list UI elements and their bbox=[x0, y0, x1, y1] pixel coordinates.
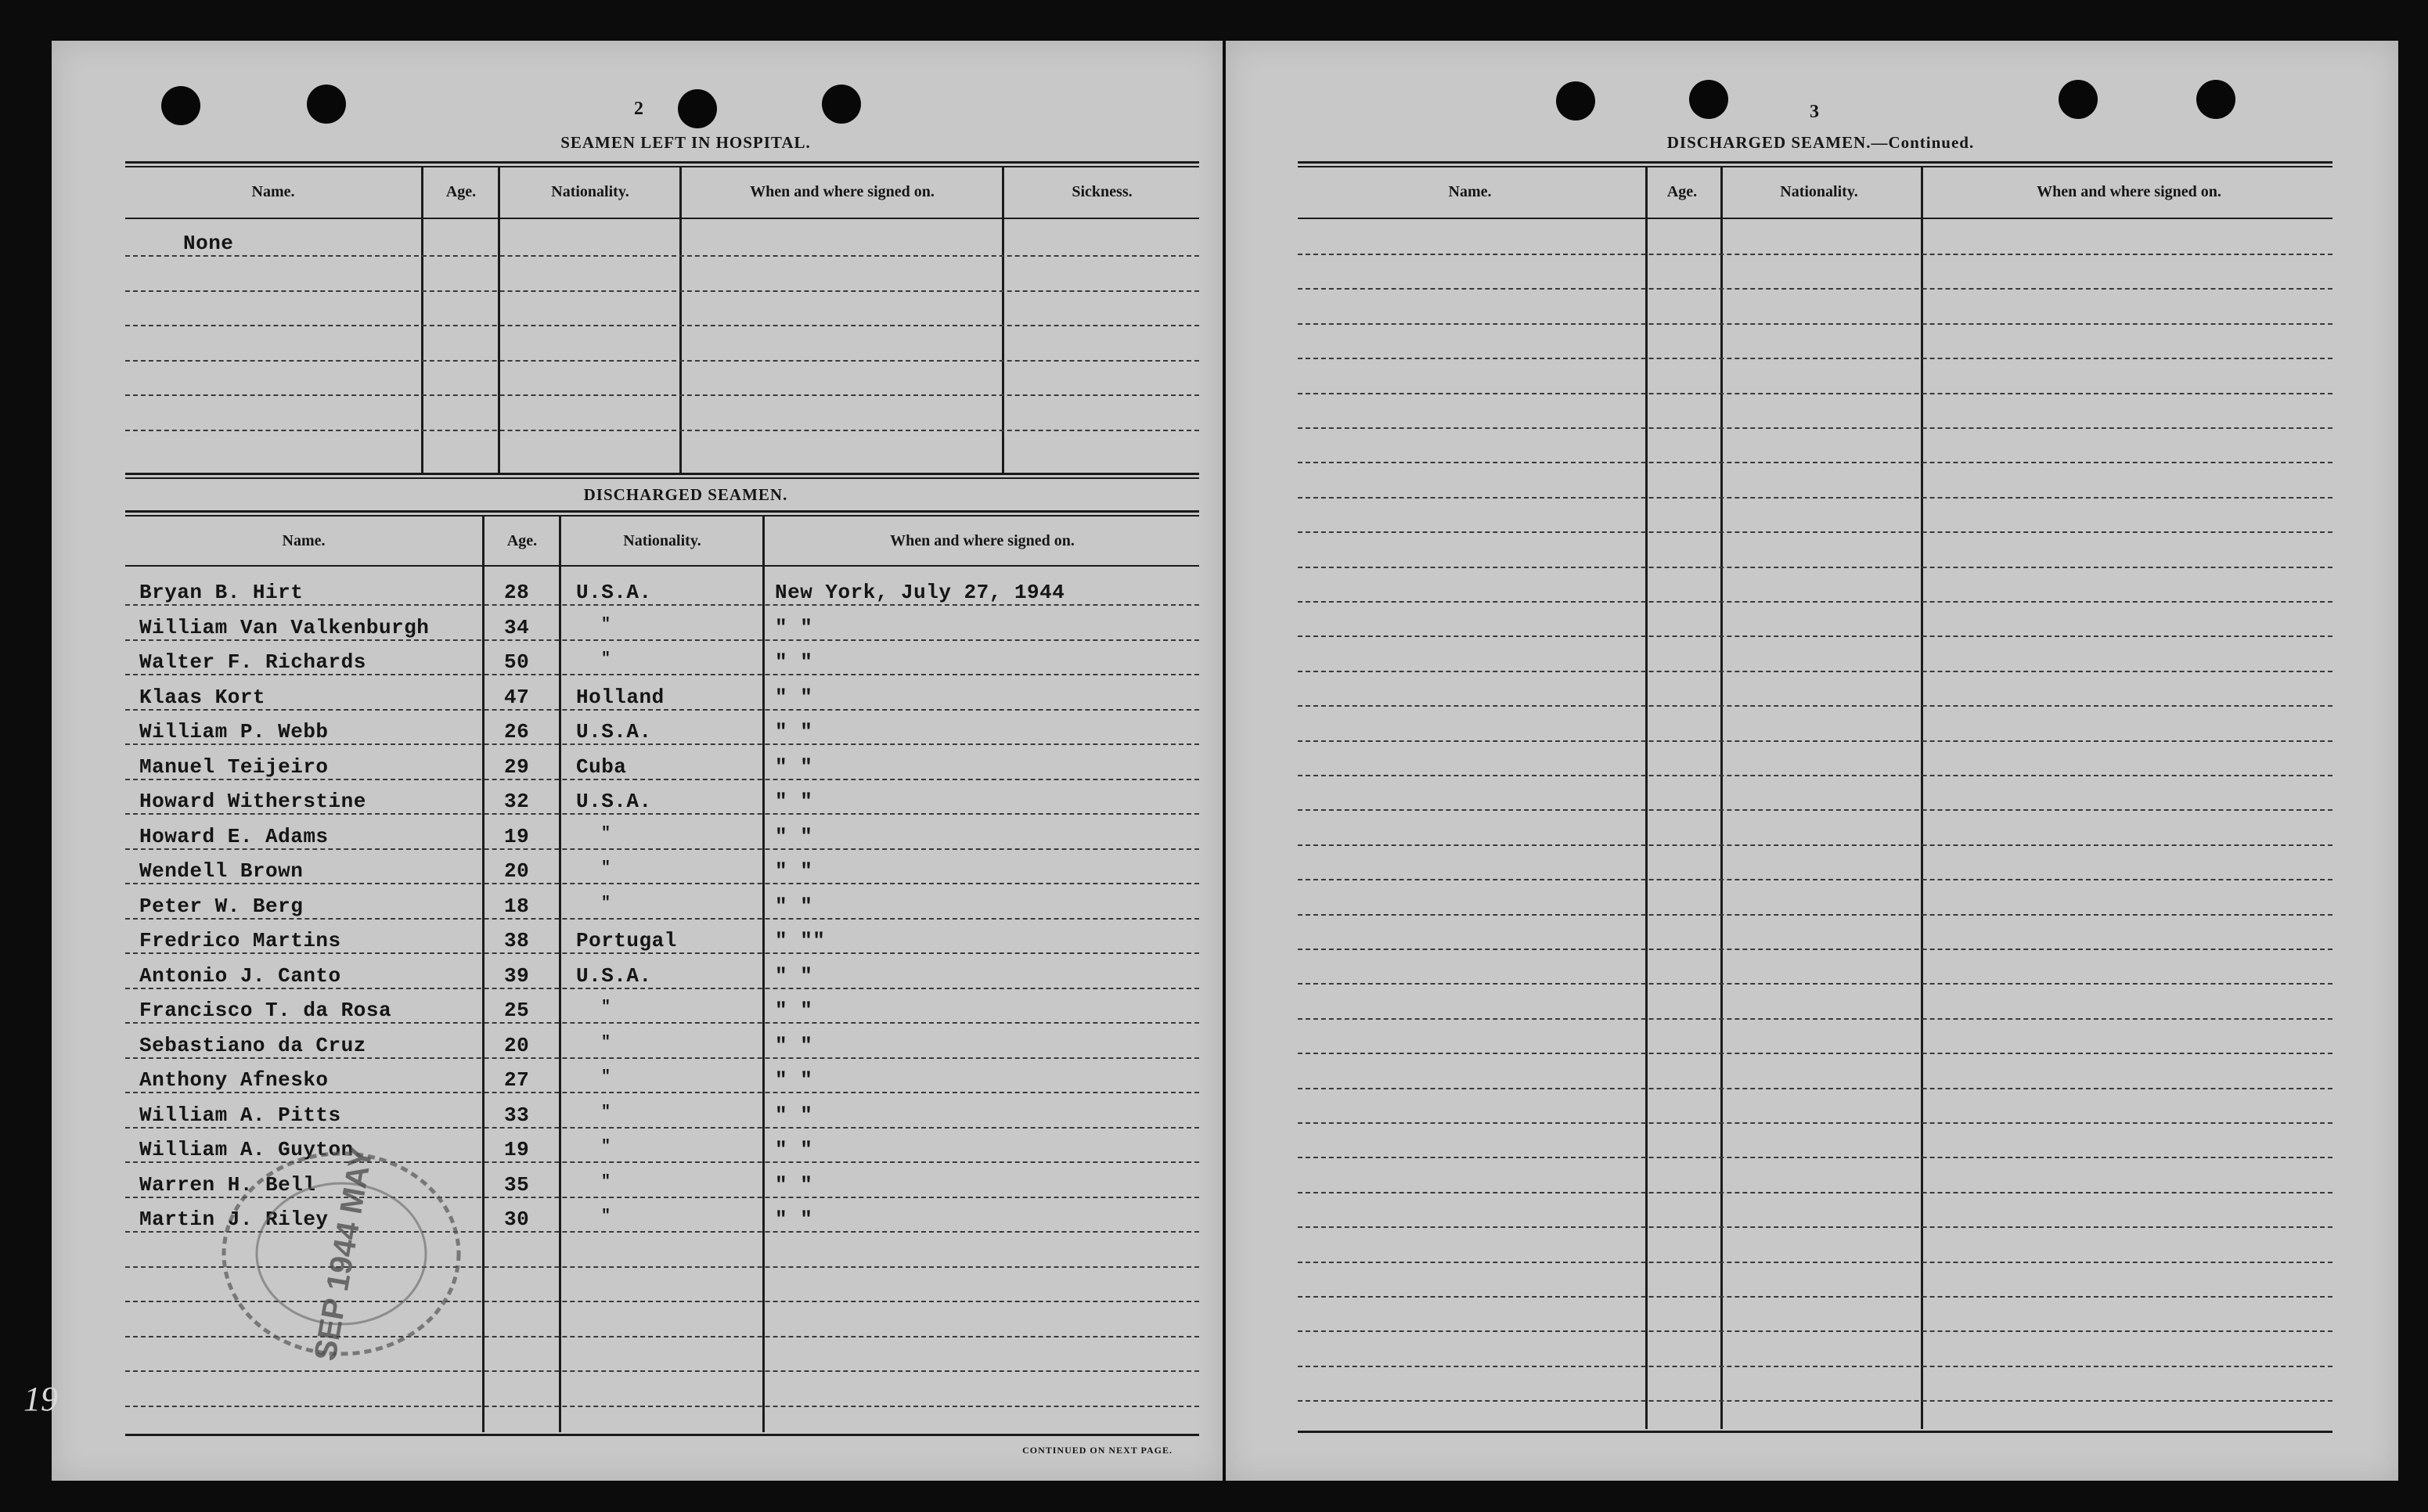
seaman-signed-on: " " bbox=[775, 754, 813, 779]
row-line bbox=[1298, 949, 2333, 950]
seaman-name: Howard Witherstine bbox=[139, 790, 366, 813]
seaman-name: William A. Pitts bbox=[139, 1103, 341, 1127]
binder-hole bbox=[1556, 81, 1595, 121]
row-line bbox=[125, 604, 1199, 606]
seaman-signed-on: " " bbox=[775, 999, 813, 1022]
seaman-nationality: " bbox=[601, 1208, 611, 1226]
seaman-name: William Van Valkenburgh bbox=[139, 615, 430, 639]
page-number: 3 bbox=[1810, 102, 1819, 122]
row-line bbox=[1298, 358, 2333, 359]
row-line bbox=[1298, 1018, 2333, 1020]
row-line bbox=[1298, 1262, 2333, 1263]
row-line bbox=[1298, 1192, 2333, 1193]
row-line bbox=[1298, 1400, 2333, 1402]
seaman-name: Bryan B. Hirt bbox=[139, 581, 304, 604]
seaman-age: 28 bbox=[504, 581, 530, 604]
discharged-section-title: DISCHARGED SEAMEN. bbox=[583, 485, 788, 504]
col-header-signed-on: When and where signed on. bbox=[750, 183, 935, 200]
seaman-nationality: " bbox=[601, 1138, 611, 1156]
row-line bbox=[1298, 983, 2333, 985]
table-bottom-rule bbox=[125, 1434, 1199, 1436]
row-line bbox=[1298, 809, 2333, 811]
row-line bbox=[1298, 635, 2333, 637]
row-line bbox=[1298, 879, 2333, 880]
seaman-signed-on: " " bbox=[775, 963, 813, 988]
row-line bbox=[1298, 1296, 2333, 1298]
col-header-age: Age. bbox=[1666, 183, 1698, 200]
header-rule bbox=[1298, 218, 2333, 219]
continued-note: CONTINUED ON NEXT PAGE. bbox=[1022, 1445, 1173, 1456]
row-line bbox=[1298, 288, 2333, 290]
row-line bbox=[1298, 1122, 2333, 1124]
hospital-entry: None bbox=[183, 232, 234, 255]
seaman-nationality: " bbox=[601, 824, 611, 843]
row-line bbox=[1298, 254, 2333, 255]
row-line bbox=[125, 883, 1199, 884]
binder-hole bbox=[2059, 80, 2098, 119]
seaman-nationality: U.S.A. bbox=[576, 963, 652, 988]
row-line bbox=[125, 639, 1199, 641]
column-divider bbox=[762, 517, 765, 1432]
seaman-nationality: Cuba bbox=[576, 754, 627, 779]
row-line bbox=[1298, 740, 2333, 742]
row-line bbox=[1298, 914, 2333, 916]
seaman-name: Sebastiano da Cruz bbox=[139, 1033, 366, 1057]
row-line bbox=[125, 1406, 1199, 1407]
seaman-name: Antonio J. Canto bbox=[139, 963, 341, 988]
column-divider bbox=[498, 167, 500, 473]
right-section-title: DISCHARGED SEAMEN.—Continued. bbox=[1666, 133, 1975, 152]
column-divider bbox=[1720, 167, 1723, 1429]
seaman-signed-on: " " bbox=[775, 894, 813, 918]
row-line bbox=[1298, 1330, 2333, 1332]
seaman-age: 20 bbox=[504, 859, 530, 883]
row-line bbox=[125, 1022, 1199, 1024]
row-line bbox=[125, 394, 1199, 396]
row-line bbox=[125, 1057, 1199, 1059]
seaman-name: Manuel Teijeiro bbox=[139, 754, 329, 779]
row-line bbox=[125, 674, 1199, 675]
col-header-nationality: Nationality. bbox=[623, 532, 701, 549]
row-line bbox=[125, 255, 1199, 257]
seaman-signed-on: " " bbox=[775, 615, 813, 639]
row-line bbox=[125, 779, 1199, 780]
row-line bbox=[125, 743, 1199, 745]
row-line bbox=[1298, 1088, 2333, 1089]
row-line bbox=[125, 430, 1199, 431]
row-line bbox=[125, 709, 1199, 711]
seaman-nationality: Portugal bbox=[576, 929, 677, 952]
row-line bbox=[1298, 705, 2333, 707]
column-divider bbox=[482, 517, 485, 1432]
seaman-age: 47 bbox=[504, 685, 530, 709]
binder-hole bbox=[1689, 80, 1728, 119]
seaman-name: William P. Webb bbox=[139, 720, 329, 743]
seaman-signed-on: " " bbox=[775, 1033, 813, 1057]
seaman-signed-on: " " bbox=[775, 790, 813, 813]
right-page bbox=[1226, 41, 2398, 1481]
row-line bbox=[125, 325, 1199, 326]
seaman-signed-on: New York, July 27, 1944 bbox=[775, 581, 1065, 604]
seaman-signed-on: " " bbox=[775, 685, 813, 709]
row-line bbox=[125, 848, 1199, 850]
hospital-section-title: SEAMEN LEFT IN HOSPITAL. bbox=[560, 133, 811, 152]
col-header-signed-on: When and where signed on. bbox=[2037, 183, 2221, 200]
seaman-signed-on: " " bbox=[775, 650, 813, 674]
seaman-nationality: U.S.A. bbox=[576, 720, 652, 743]
header-rule bbox=[125, 218, 1199, 219]
seaman-nationality: U.S.A. bbox=[576, 581, 652, 604]
seaman-age: 26 bbox=[504, 720, 530, 743]
seaman-age: 30 bbox=[504, 1208, 530, 1231]
seaman-name: William A. Guyton bbox=[139, 1138, 354, 1161]
customs-stamp bbox=[193, 1129, 490, 1379]
seaman-nationality: " bbox=[601, 650, 611, 668]
row-line bbox=[1298, 601, 2333, 603]
seaman-nationality: " bbox=[601, 859, 611, 877]
seaman-age: 20 bbox=[504, 1033, 530, 1057]
seaman-signed-on: " " bbox=[775, 859, 813, 883]
row-line bbox=[1298, 567, 2333, 568]
row-line bbox=[1298, 462, 2333, 463]
seaman-age: 34 bbox=[504, 615, 530, 639]
col-header-name: Name. bbox=[1448, 183, 1492, 200]
seaman-nationality: U.S.A. bbox=[576, 790, 652, 813]
seaman-nationality: " bbox=[601, 1103, 611, 1121]
seaman-signed-on: " " bbox=[775, 824, 813, 848]
seaman-name: Francisco T. da Rosa bbox=[139, 999, 392, 1022]
row-line bbox=[125, 1127, 1199, 1129]
row-line bbox=[1298, 775, 2333, 776]
row-line bbox=[125, 1370, 1199, 1372]
binder-hole bbox=[2196, 80, 2235, 119]
binder-hole bbox=[678, 89, 717, 128]
row-line bbox=[125, 952, 1199, 954]
row-line bbox=[1298, 427, 2333, 429]
binder-hole bbox=[822, 85, 861, 124]
page-number: 2 bbox=[634, 99, 643, 119]
seaman-signed-on: " " bbox=[775, 1103, 813, 1127]
table-bottom-rule bbox=[1298, 1431, 2333, 1433]
seaman-signed-on: " " bbox=[775, 720, 813, 743]
row-line bbox=[125, 360, 1199, 362]
row-line bbox=[1298, 1157, 2333, 1158]
seaman-age: 19 bbox=[504, 1138, 530, 1161]
seaman-signed-on: " " bbox=[775, 1138, 813, 1161]
seaman-age: 35 bbox=[504, 1172, 530, 1197]
col-header-nationality: Nationality. bbox=[1780, 183, 1858, 200]
hospital-bottom-rule bbox=[125, 473, 1199, 479]
seaman-age: 33 bbox=[504, 1103, 530, 1127]
seaman-nationality: " bbox=[601, 1068, 611, 1086]
column-divider bbox=[679, 167, 682, 473]
table-top-rule bbox=[125, 161, 1199, 167]
seaman-age: 38 bbox=[504, 929, 530, 952]
row-line bbox=[125, 813, 1199, 815]
column-divider bbox=[1921, 167, 1923, 1429]
column-divider bbox=[421, 167, 423, 473]
seaman-nationality: " bbox=[601, 999, 611, 1017]
seaman-age: 50 bbox=[504, 650, 530, 674]
discharged-top-rule bbox=[125, 510, 1199, 517]
column-divider bbox=[559, 517, 561, 1432]
seaman-name: Fredrico Martins bbox=[139, 929, 341, 952]
seaman-age: 39 bbox=[504, 963, 530, 988]
header-rule bbox=[125, 565, 1199, 567]
seaman-nationality: " bbox=[601, 894, 611, 913]
left-page bbox=[52, 41, 1223, 1481]
seaman-name: Martin J. Riley bbox=[139, 1208, 329, 1231]
col-header-nationality: Nationality. bbox=[551, 183, 629, 200]
col-header-age: Age. bbox=[445, 183, 477, 200]
seaman-name: Anthony Afnesko bbox=[139, 1068, 329, 1092]
binder-hole bbox=[161, 86, 200, 125]
row-line bbox=[1298, 844, 2333, 846]
row-line bbox=[1298, 497, 2333, 499]
seaman-age: 19 bbox=[504, 824, 530, 848]
row-line bbox=[1298, 671, 2333, 672]
seaman-nationality: " bbox=[601, 1033, 611, 1052]
binder-hole bbox=[307, 85, 346, 124]
col-header-name: Name. bbox=[282, 532, 326, 549]
row-line bbox=[1298, 393, 2333, 394]
row-line bbox=[1298, 323, 2333, 325]
row-line bbox=[125, 1092, 1199, 1093]
row-line bbox=[125, 918, 1199, 920]
seaman-age: 29 bbox=[504, 754, 530, 779]
seaman-nationality: " bbox=[601, 615, 611, 634]
seaman-signed-on: " " bbox=[775, 1172, 813, 1197]
col-header-signed-on: When and where signed on. bbox=[890, 532, 1075, 549]
seaman-signed-on: " "" bbox=[775, 929, 826, 952]
seaman-signed-on: " " bbox=[775, 1068, 813, 1092]
seaman-age: 27 bbox=[504, 1068, 530, 1092]
seaman-age: 18 bbox=[504, 894, 530, 918]
seaman-nationality: Holland bbox=[576, 685, 665, 709]
seaman-name: Klaas Kort bbox=[139, 685, 266, 709]
col-header-age: Age. bbox=[506, 532, 538, 549]
margin-handwritten-number: 19 bbox=[23, 1380, 58, 1418]
column-divider bbox=[1002, 167, 1004, 473]
seaman-name: Walter F. Richards bbox=[139, 650, 366, 674]
row-line bbox=[1298, 1053, 2333, 1054]
col-header-sickness: Sickness. bbox=[1072, 183, 1133, 200]
seaman-name: Wendell Brown bbox=[139, 859, 304, 883]
seaman-age: 25 bbox=[504, 999, 530, 1022]
seaman-name: Howard E. Adams bbox=[139, 824, 329, 848]
seaman-age: 32 bbox=[504, 790, 530, 813]
row-line bbox=[1298, 531, 2333, 533]
table-top-rule bbox=[1298, 161, 2333, 167]
col-header-name: Name. bbox=[251, 183, 295, 200]
row-line bbox=[125, 290, 1199, 292]
seaman-signed-on: " " bbox=[775, 1208, 813, 1231]
row-line bbox=[1298, 1366, 2333, 1367]
seaman-nationality: " bbox=[601, 1172, 611, 1191]
seaman-name: Warren H. Bell bbox=[139, 1172, 316, 1197]
seaman-name: Peter W. Berg bbox=[139, 894, 304, 918]
row-line bbox=[1298, 1226, 2333, 1228]
stamp-text: SEP 1944 MAY bbox=[308, 1144, 380, 1364]
column-divider bbox=[1645, 167, 1648, 1429]
row-line bbox=[125, 988, 1199, 989]
